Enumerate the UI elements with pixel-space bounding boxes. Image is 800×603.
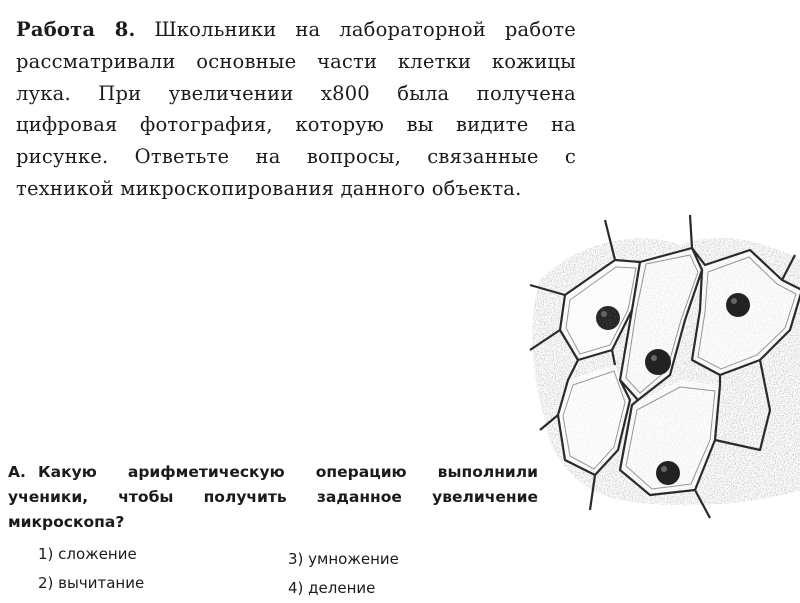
nucleus xyxy=(645,349,671,375)
task-label: Работа 8. xyxy=(16,18,136,41)
onion-cells-drawing xyxy=(520,200,800,520)
question-a xyxy=(8,460,538,535)
onion-cells-figure xyxy=(520,200,800,520)
question-text: Какую арифметическую операцию выполнили ученики, чтобы получить заданное увеличение микроскопа? xyxy=(8,463,538,531)
task-description: Школьники на лабораторной работе рассматривали основные части клетки кожицы лука. При увеличении x800 была получена цифровая фотография, которую вы видите на рисунке. Ответьте на вопросы, связанные с техникой микроскопирования данного объекта. xyxy=(16,18,576,200)
nucleus xyxy=(656,461,680,485)
nucleus xyxy=(726,293,750,317)
option-2-subtraction[interactable]: 2) вычитание xyxy=(38,574,145,592)
option-3-multiplication[interactable]: 3) умножение xyxy=(288,550,399,568)
task-text-block xyxy=(16,14,576,205)
question-letter: А. xyxy=(8,463,26,481)
option-4-division[interactable]: 4) деление xyxy=(288,579,376,597)
option-1-addition[interactable]: 1) сложение xyxy=(38,545,137,563)
